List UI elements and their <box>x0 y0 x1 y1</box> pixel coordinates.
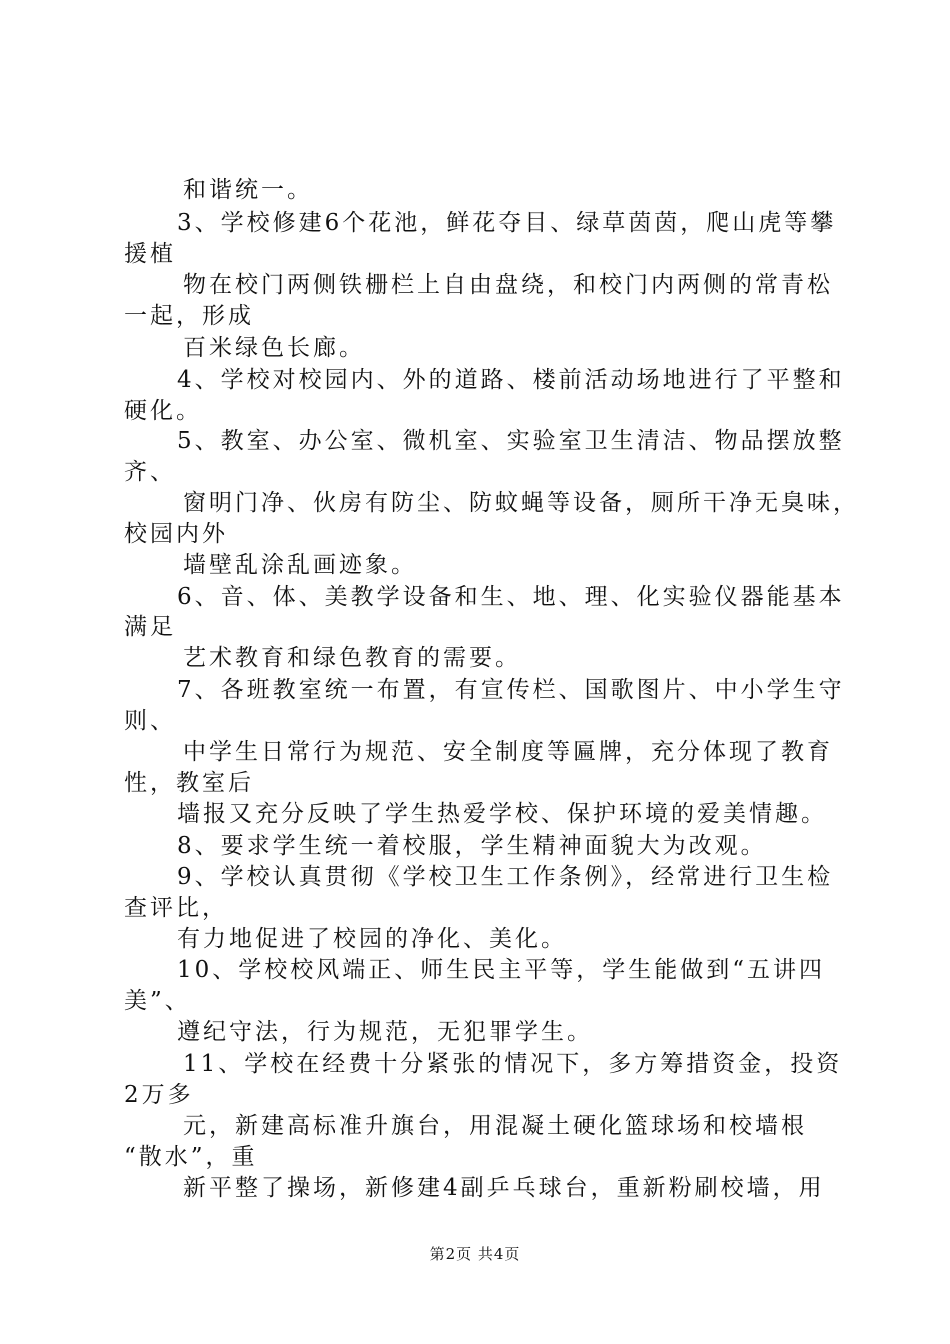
text-line: 7、各班教室统一布置，有宣传栏、国歌图片、中小学生守 <box>177 677 845 703</box>
text-line: 8、要求学生统一着校服，学生精神面貌大为改观。 <box>177 833 767 859</box>
text-line: 性，教室后 <box>124 770 254 796</box>
text-line: 遵纪守法，行为规范，无犯罪学生。 <box>177 1019 593 1045</box>
text-line: 满足 <box>124 614 176 640</box>
text-line: 窗明门净、伙房有防尘、防蚊蝇等设备，厕所干净无臭味， <box>183 490 859 516</box>
text-line: 艺术教育和绿色教育的需要。 <box>183 645 521 671</box>
text-line: 一起，形成 <box>124 303 254 329</box>
text-line: 5、教室、办公室、微机室、实验室卫生清洁、物品摆放整 <box>177 428 845 454</box>
text-line: 6、音、体、美教学设备和生、地、理、化实验仪器能基本 <box>177 584 845 610</box>
text-line: 百米绿色长廊。 <box>183 335 365 361</box>
text-line: 4、学校对校园内、外的道路、楼前活动场地进行了平整和 <box>177 367 845 393</box>
text-line: 查评比， <box>124 895 228 921</box>
text-line: 新平整了操场，新修建4副乒乓球台，重新粉刷校墙，用 <box>183 1175 825 1201</box>
text-line: 物在校门两侧铁栅栏上自由盘绕，和校门内两侧的常青松 <box>183 272 833 298</box>
text-line: 9、学校认真贯彻《学校卫生工作条例》，经常进行卫生检 <box>177 864 834 890</box>
text-line: 3、学校修建6个花池，鲜花夺目、绿草茵茵，爬山虎等攀 <box>177 210 837 236</box>
text-line: 和谐统一。 <box>183 177 313 203</box>
text-line: 齐、 <box>124 459 176 485</box>
text-line: 美”、 <box>124 988 191 1014</box>
text-line: 援植 <box>124 241 176 267</box>
text-line: 校园内外 <box>124 521 228 547</box>
text-line: 10、学校校风端正、师生民主平等，学生能做到“五讲四 <box>177 957 826 983</box>
text-line: 有力地促进了校园的净化、美化。 <box>177 926 567 952</box>
text-line: 元，新建高标准升旗台，用混凝土硬化篮球场和校墙根 <box>183 1113 807 1139</box>
text-line: 则、 <box>124 708 176 734</box>
text-line: 11、学校在经费十分紧张的情况下，多方筹措资金，投资 <box>183 1051 843 1077</box>
text-line: 中学生日常行为规范、安全制度等匾牌，充分体现了教育 <box>183 739 833 765</box>
text-line: 墙壁乱涂乱画迹象。 <box>183 552 417 578</box>
text-line: 2万多 <box>124 1082 194 1108</box>
text-line: 硬化。 <box>124 398 202 424</box>
page-footer: 第2页 共4页 <box>429 1245 521 1263</box>
text-line: “散水”，重 <box>124 1144 258 1170</box>
text-line: 墙报又充分反映了学生热爱学校、保护环境的爱美情趣。 <box>177 801 827 827</box>
